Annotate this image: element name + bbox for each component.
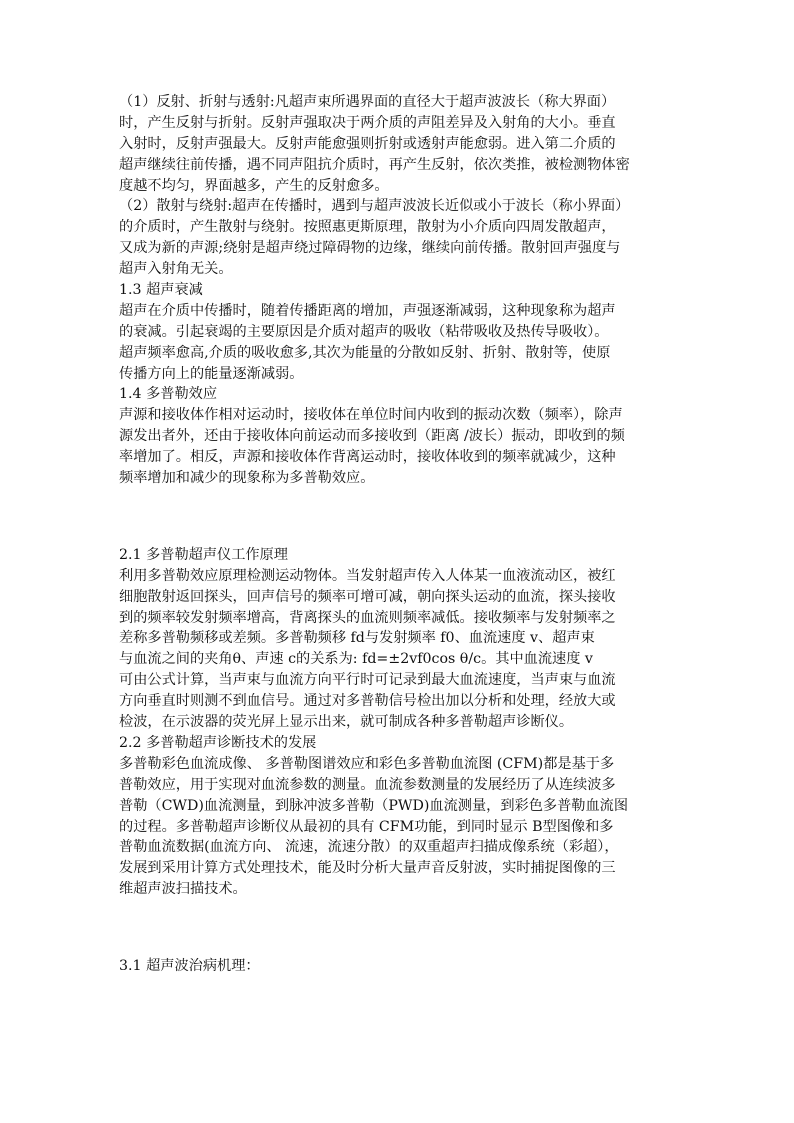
text-line: 细胞散射返回探头，回声信号的频率可增可减，朝向探头运动的血流，探头接收: [119, 588, 616, 605]
text-line: 率增加了。相反，声源和接收体作背离运动时，接收体收到的频率就减少，这种: [119, 449, 616, 466]
text-line: 的衰减。引起衰竭的主要原因是介质对超声的吸收（粘带吸收及热传导吸收）。: [119, 323, 609, 340]
text-line: 与血流之间的夹角θ、声速 c的关系为: fd=±2vf0cos θ/c。其中血流速度 v: [119, 651, 593, 668]
paragraph-attenuation: [119, 301, 687, 385]
text-line: 的过程。多普勒超声诊断仪从最初的具有 CFM功能，到同时显示 B型图像和多: [119, 818, 614, 835]
text-line: 源发出者外，还由于接收体向前运动而多接收到（距离 /波长）振动，即收到的频: [119, 428, 625, 445]
text-line: 频率增加和减少的现象称为多普勒效应。: [119, 470, 375, 487]
text-line: 维超声波扫描技术。: [119, 881, 247, 898]
subheading-1-3: 1.3 超声衰减: [119, 282, 203, 299]
text-line: 入射时，反射声强最大。反射声能愈强则折射或透射声能愈弱。进入第二介质的: [119, 135, 616, 152]
document-page: [119, 92, 687, 977]
text-line: 普勒血流数据(血流方向、 流速，流速分散）的双重超声扫描成像系统（彩超），: [119, 839, 619, 856]
paragraph-principle: [119, 566, 687, 733]
text-line: 差称多普勒频移或差频。多普勒频移 fd与发射频率 f0、血流速度 v、超声束: [119, 630, 595, 647]
text-line: 普勒（CWD)血流测量，到脉冲波多普勒（PWD)血流测量，到彩色多普勒血流图: [119, 797, 629, 814]
section-heading-3: [119, 920, 687, 944]
text-line: 利用多普勒效应原理检测运动物体。当发射超声传入人体某一血液流动区，被红: [119, 567, 616, 584]
text-line: 时，产生反射与折射。反射声强取决于两介质的声阻差异及入射角的大小。垂直: [119, 114, 616, 131]
text-line: 可由公式计算，当声束与血流方向平行时可记录到最大血流速度，当声束与血流: [119, 672, 616, 689]
text-line: 普勒效应，用于实现对血流参数的测量。血流参数测量的发展经历了从连续波多: [119, 776, 616, 793]
text-line: 发展到采用计算方式处理技术，能及时分析大量声音反射波，实时捕捉图像的三: [119, 860, 616, 877]
text-line: 超声在介质中传播时，随着传播距离的增加，声强逐渐减弱，这种现象称为超声: [119, 302, 616, 319]
text-line: （2）散射与绕射:超声在传播时，遇到与超声波波长近似或小于波长（称小界面）: [119, 198, 630, 215]
text-line: 超声频率愈高,介质的吸收愈多,其次为能量的分散如反射、折射、散射等，使原: [119, 344, 611, 361]
text-line: （1）反射、折射与透射:凡超声束所遇界面的直径大于超声波波长（称大界面）: [119, 94, 616, 110]
text-line: 多普勒彩色血流成像、 多普勒图谱效应和彩色多普勒血流图 (CFM)都是基于多: [119, 755, 615, 772]
section-heading-2: [119, 509, 687, 533]
text-line: 超声继续往前传播，遇不同声阻抗介质时，再产生反射，依次类推，被检测物体密: [119, 156, 630, 173]
text-line: 声源和接收体作相对运动时，接收体在单位时间内收到的振动次数（频率），除声: [119, 407, 623, 424]
subheading-1-4: 1.4 多普勒效应: [119, 386, 218, 403]
text-line: 传播方向上的能量逐渐减弱。: [119, 365, 304, 382]
subheading-2-2: 2.2 多普勒超声诊断技术的发展: [119, 734, 317, 751]
subheading-3-1: 3.1 超声波治病机理：: [119, 958, 260, 975]
subheading-2-1: 2.1 多普勒超声仪工作原理: [119, 546, 288, 563]
paragraph-doppler: [119, 405, 687, 489]
text-line: 度越不均匀，界面越多，产生的反射愈多。: [119, 177, 389, 194]
paragraph-development: [119, 754, 687, 900]
paragraph-scatter: [119, 196, 687, 280]
text-line: 方向垂直时则测不到血信号。通过对多普勒信号检出加以分析和处理，经放大或: [119, 693, 616, 710]
text-line: 又成为新的声源;绕射是超声绕过障碍物的边缘，继续向前传播。散射回声强度与: [119, 240, 621, 257]
text-line: 到的频率较发射频率增高，背离探头的血流则频率减低。接收频率与发射频率之: [119, 609, 616, 626]
text-line: 的介质时，产生散射与绕射。按照惠更斯原理，散射为小介质向四周发散超声，: [119, 219, 616, 236]
paragraph-reflection: [119, 92, 687, 196]
text-line: 超声入射角无关。: [119, 261, 233, 278]
text-line: 检波，在示波器的荧光屏上显示出来，就可制成各种多普勒超声诊断仪。: [119, 714, 574, 731]
